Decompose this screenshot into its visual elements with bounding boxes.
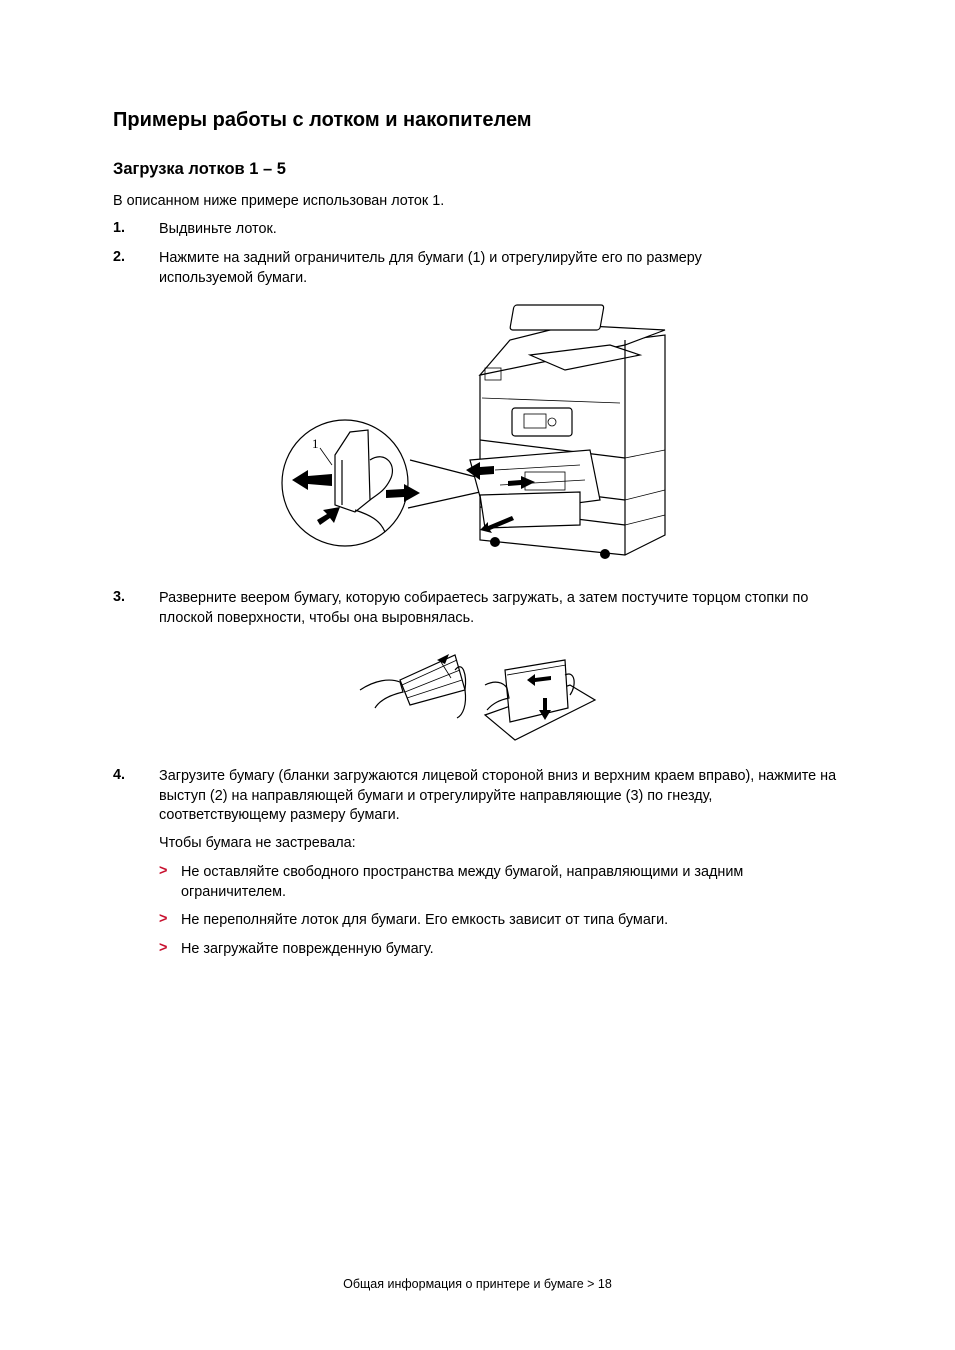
printer-tray-illustration [280,300,680,565]
bullet-1-text: Не оставляйте свободного пространства между бумагой, направляющими и задним ограничителем. [181,864,744,900]
step-2-text: Нажмите на задний ограничитель для бумаги (1) и отрегулируйте его по размеру используемой бумаги. [159,250,702,286]
step-1-number: 1. [113,220,126,236]
note-text: Чтобы бумага не застревала: [159,835,356,851]
callout-1: 1 [312,436,319,451]
step-3-number: 3. [113,589,126,605]
page-title: Примеры работы с лотком и накопителем [113,109,532,131]
step-3-text: Разверните веером бумагу, которую собираетесь загружать, а затем постучите торцом стопки по плоской поверхности, чтобы она выровнялась. [159,590,809,626]
bullet-marker: > [159,940,168,956]
paper-fanning-illustration [355,640,600,748]
step-4-number: 4. [113,767,126,783]
bullet-marker: > [159,911,168,927]
page-footer: Общая информация о принтере и бумаге > 18 [343,1277,612,1291]
intro-text: В описанном ниже примере использован лоток 1. [113,193,445,209]
section-title: Загрузка лотков 1 – 5 [113,160,286,178]
bullet-2-text: Не переполняйте лоток для бумаги. Его емкость зависит от типа бумаги. [181,912,669,928]
step-1-text: Выдвиньте лоток. [159,221,277,237]
step-2-number: 2. [113,249,126,265]
bullet-marker: > [159,863,168,879]
step-4-text: Загрузите бумагу (бланки загружаются лицевой стороной вниз и верхним краем вправо), нажмите на выступ (2) на направляющей бумаги и отрегулируйте направляющие (3) по гнезду, соответствующему размеру бумаги. [159,768,837,823]
bullet-3-text: Не загружайте поврежденную бумагу. [181,941,434,957]
